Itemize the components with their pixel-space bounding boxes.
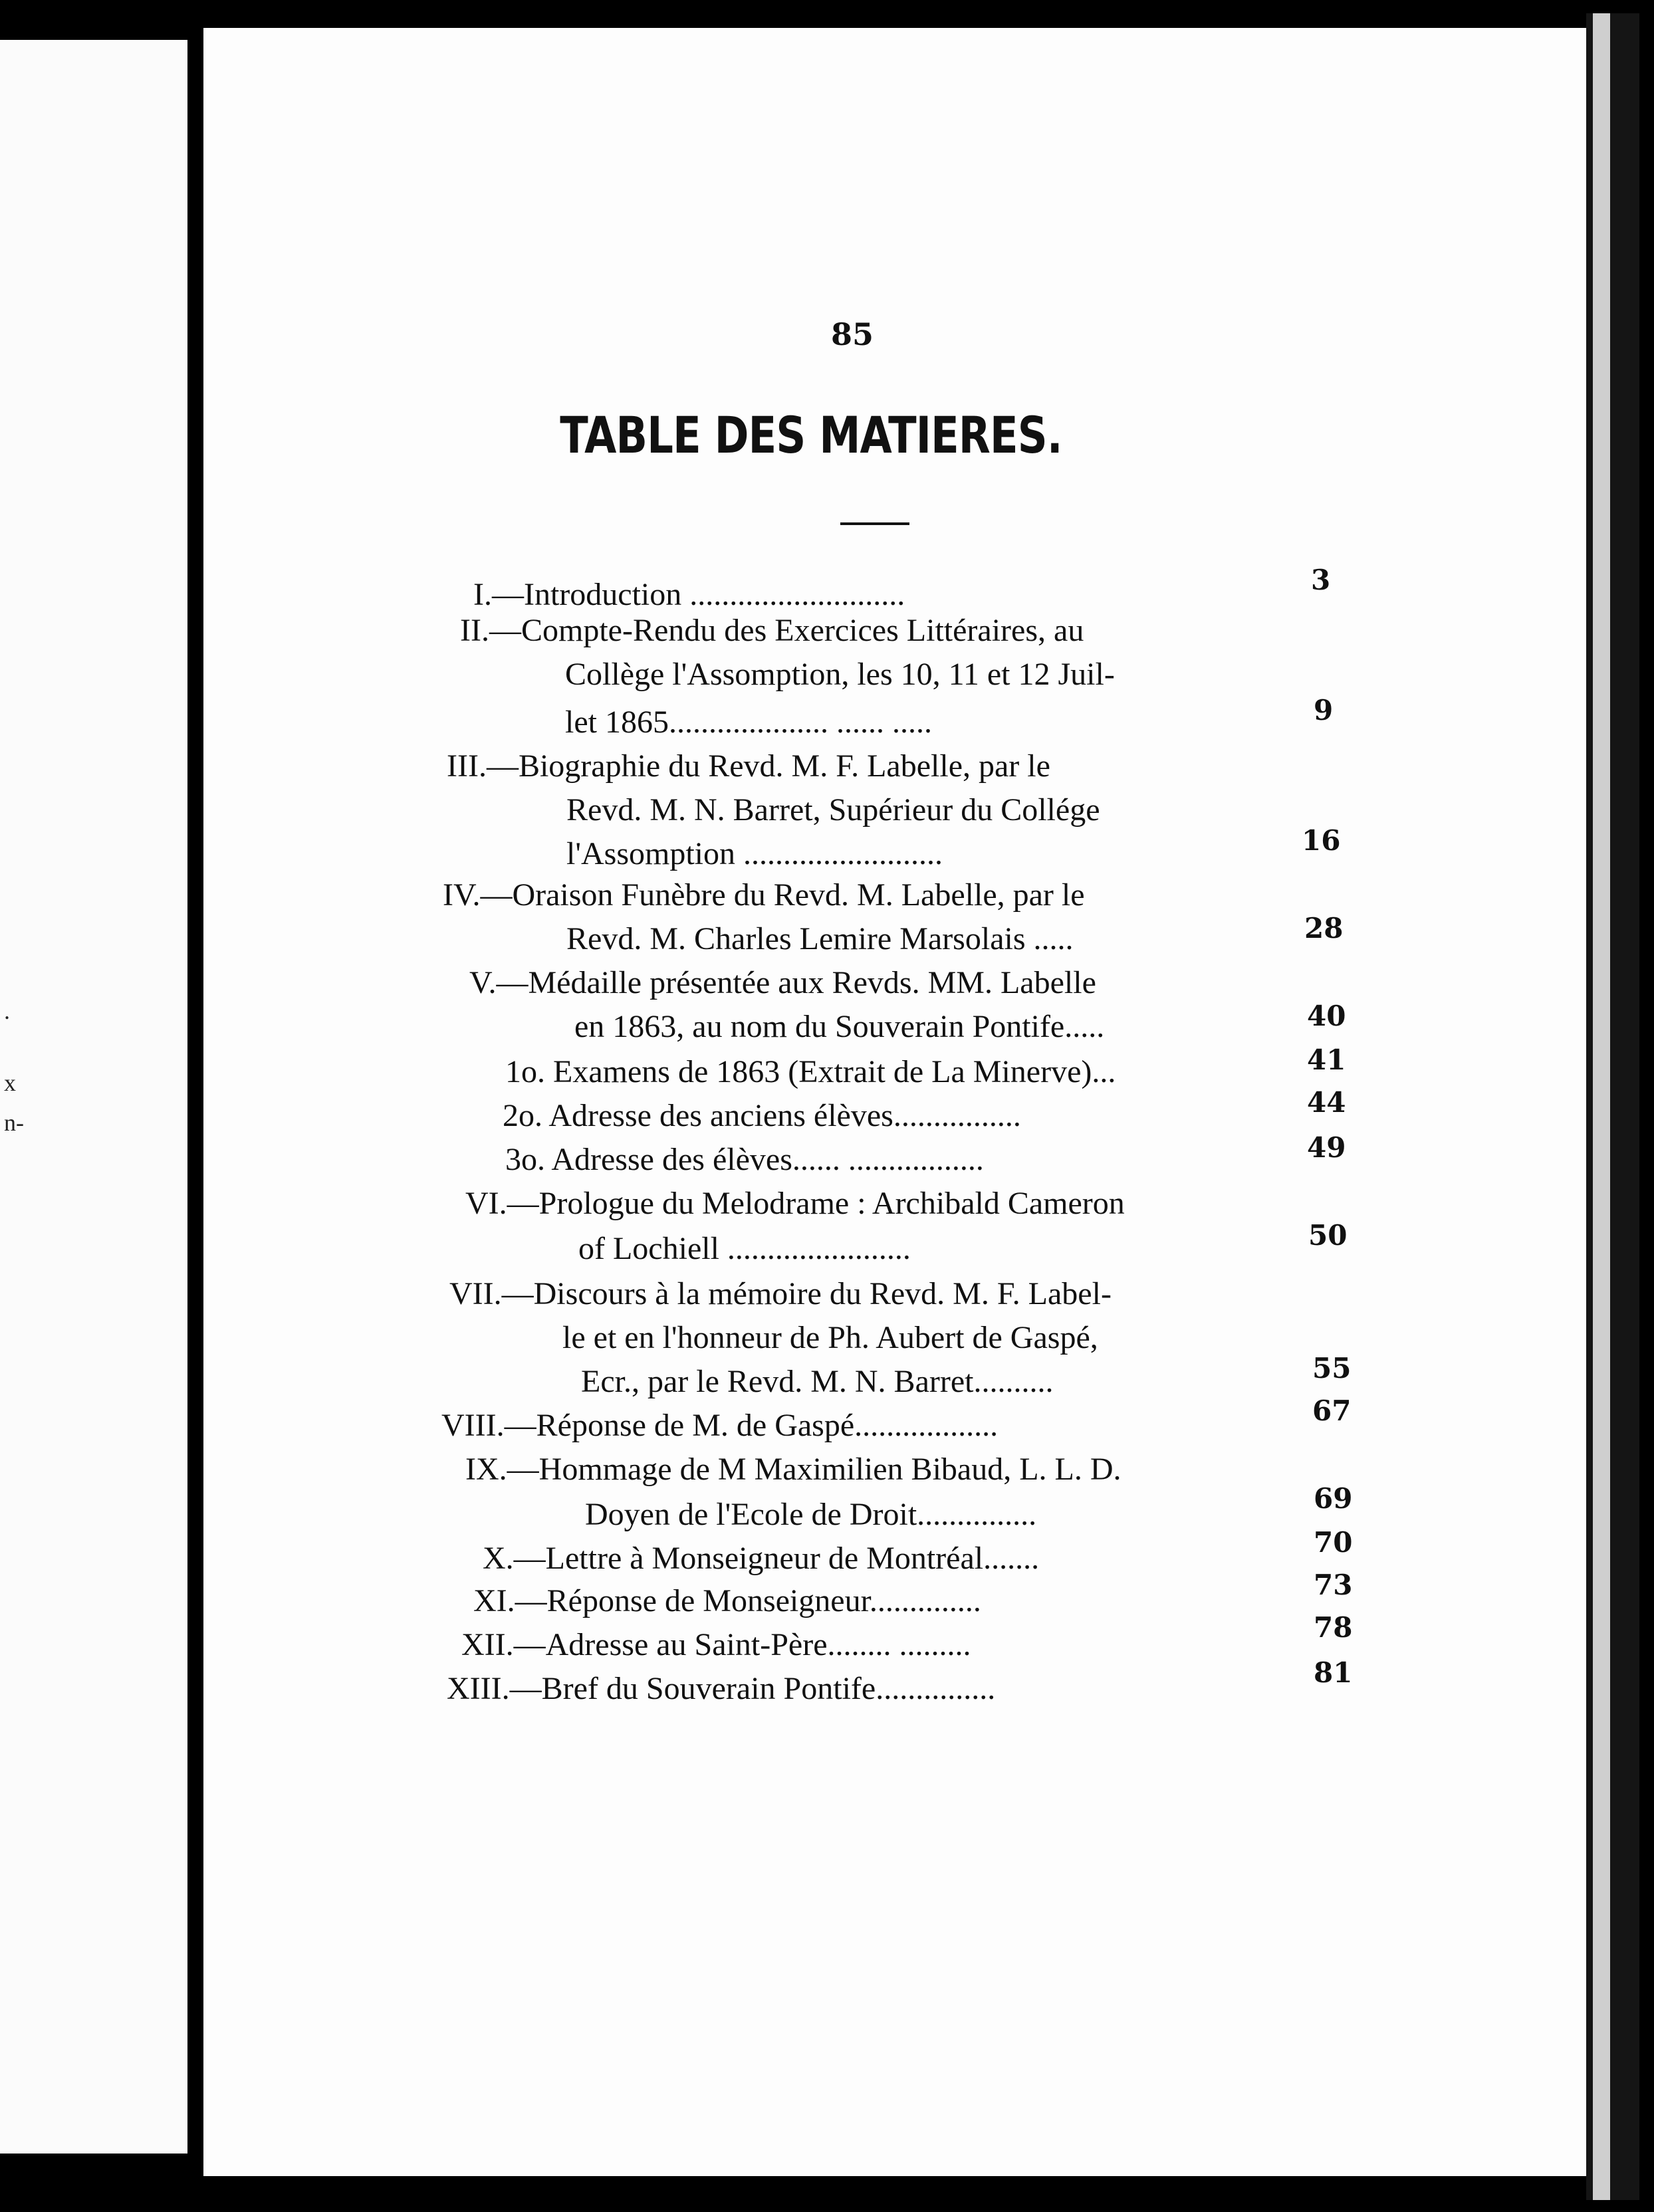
toc-entry-1: I.—Introduction ........................... [473,577,905,612]
toc-entry-2-line-3: let 1865.................... ...... ..... [565,705,932,740]
toc-page-number: 49 [1307,1131,1346,1164]
toc-entry-7-line-2: le et en l'honneur de Ph. Aubert de Gaspé, [562,1320,1098,1355]
toc-entry-6: VI.—Prologue du Melodrame : Archibald Cameron [465,1186,1125,1221]
toc-entry-9: IX.—Hommage de M Maximilien Bibaud, L. L. D. [465,1452,1122,1487]
toc-entry-4-line-2: Revd. M. Charles Lemire Marsolais ..... [566,921,1074,956]
toc-page-number: 69 [1314,1482,1353,1515]
toc-entry-3: III.—Biographie du Revd. M. F. Labelle, par le [447,748,1050,784]
toc-subentry-3: 3o. Adresse des élèves...... ................. [505,1142,984,1177]
toc-subentry-1: 1o. Examens de 1863 (Extrait de La Minerve)... [505,1054,1116,1089]
page-number: 85 [831,316,874,352]
toc-entry-10: X.—Lettre à Monseigneur de Montréal....... [483,1541,1040,1576]
toc-subentry-2: 2o. Adresse des anciens élèves................ [503,1098,1021,1133]
toc-entry-5-line-2: en 1863, au nom du Souverain Pontife..... [574,1009,1105,1044]
toc-page-number: 78 [1314,1611,1353,1644]
toc-entry-6-line-2: of Lochiell ....................... [578,1231,911,1266]
toc-page-number: 81 [1314,1656,1353,1689]
facing-page-fragment: x [4,1069,16,1096]
facing-page-fragment: . [4,998,10,1024]
toc-entry-12: XII.—Adresse au Saint-Père........ ......... [461,1627,971,1662]
toc-entry-2-line-2: Collège l'Assomption, les 10, 11 et 12 Juil- [565,657,1115,692]
toc-entry-9-line-2: Doyen de l'Ecole de Droit............... [585,1497,1037,1532]
toc-page-number: 67 [1312,1394,1352,1427]
toc-entry-8: VIII.—Réponse de M. de Gaspé.................. [441,1408,999,1443]
toc-entry-7: VII.—Discours à la mémoire du Revd. M. F. Label- [449,1276,1112,1311]
toc-entry-3-line-2: Revd. M. N. Barret, Supérieur du Collége [566,792,1100,828]
page-title: TABLE DES MATIERES. [560,405,1062,465]
toc-page-number: 28 [1304,912,1344,944]
toc-entry-7-line-3: Ecr., par le Revd. M. N. Barret.......... [581,1364,1054,1399]
toc-entry-11: XI.—Réponse de Monseigneur.............. [473,1583,981,1618]
toc-page-number: 40 [1307,1000,1346,1032]
toc-page-number: 73 [1314,1569,1353,1601]
toc-entry-4: IV.—Oraison Funèbre du Revd. M. Labelle, par le [443,877,1085,913]
facing-page-fragment: n- [4,1109,24,1136]
toc-page-number: 44 [1307,1086,1346,1119]
toc-page-number: 70 [1314,1526,1353,1559]
toc-entry-2: II.—Compte-Rendu des Exercices Littéraires, au [460,613,1084,648]
toc-entry-5: V.—Médaille présentée aux Revds. MM. Labelle [469,965,1096,1000]
toc-entry-13: XIII.—Bref du Souverain Pontife............... [447,1671,996,1706]
toc-page-number: 9 [1314,694,1334,726]
toc-page-number: 3 [1311,564,1331,596]
toc-page-number: 16 [1302,824,1341,857]
toc-page-number: 41 [1307,1044,1346,1076]
toc-entry-3-line-3: l'Assomption ......................... [566,836,943,871]
toc-page-number: 55 [1312,1352,1352,1384]
toc-page-number: 50 [1308,1219,1348,1252]
